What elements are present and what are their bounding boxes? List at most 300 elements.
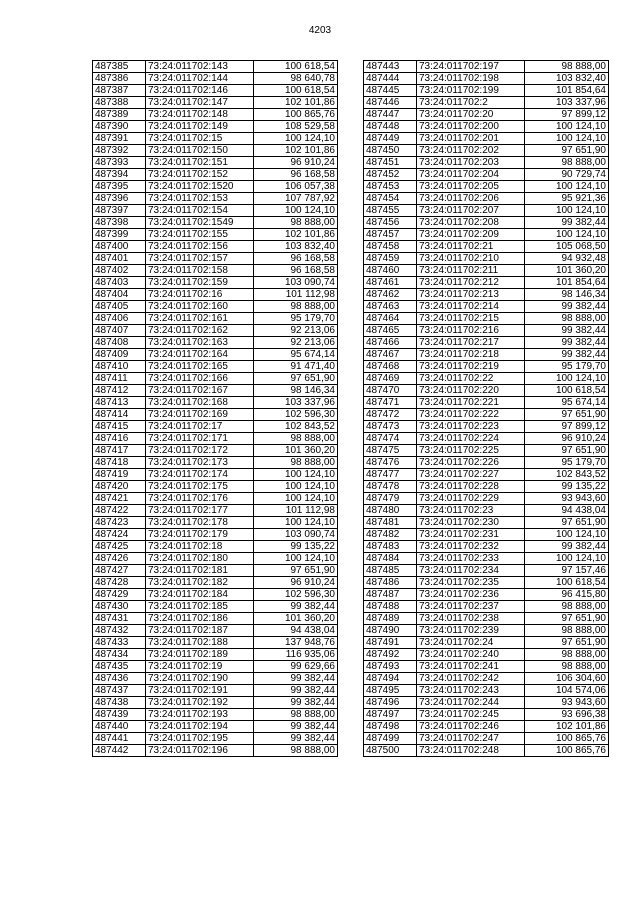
row-number-cell: 487393 <box>93 157 146 169</box>
value-cell: 95 674,14 <box>254 349 338 361</box>
cadastral-number-cell: 73:24:011702:154 <box>146 205 254 217</box>
value-cell: 103 337,96 <box>254 397 338 409</box>
cadastral-number-cell: 73:24:011702:248 <box>417 745 525 757</box>
value-cell: 95 179,70 <box>525 361 609 373</box>
cadastral-number-cell: 73:24:011702:188 <box>146 637 254 649</box>
cadastral-number-cell: 73:24:011702:172 <box>146 445 254 457</box>
table-row <box>93 553 338 565</box>
row-number-cell: 487463 <box>364 301 417 313</box>
table-row <box>364 337 609 349</box>
row-number-cell: 487470 <box>364 385 417 397</box>
cadastral-number-cell: 73:24:011702:192 <box>146 697 254 709</box>
row-number-cell: 487430 <box>93 601 146 613</box>
row-number-cell: 487407 <box>93 325 146 337</box>
row-number-cell: 487388 <box>93 97 146 109</box>
table-row <box>364 241 609 253</box>
row-number-cell: 487482 <box>364 529 417 541</box>
row-number-cell: 487491 <box>364 637 417 649</box>
row-number-cell: 487484 <box>364 553 417 565</box>
table-row <box>93 721 338 733</box>
row-number-cell: 487387 <box>93 85 146 97</box>
cadastral-number-cell: 73:24:011702:235 <box>417 577 525 589</box>
row-number-cell: 487439 <box>93 709 146 721</box>
value-cell: 96 910,24 <box>254 577 338 589</box>
table-row <box>364 493 609 505</box>
left-table-body <box>93 61 338 757</box>
value-cell: 99 382,44 <box>254 697 338 709</box>
value-cell: 100 124,10 <box>254 553 338 565</box>
value-cell: 97 651,90 <box>525 445 609 457</box>
row-number-cell: 487403 <box>93 277 146 289</box>
row-number-cell: 487398 <box>93 217 146 229</box>
table-row <box>364 421 609 433</box>
cadastral-number-cell: 73:24:011702:241 <box>417 661 525 673</box>
cadastral-number-cell: 73:24:011702:208 <box>417 217 525 229</box>
row-number-cell: 487438 <box>93 697 146 709</box>
table-row <box>364 481 609 493</box>
row-number-cell: 487386 <box>93 73 146 85</box>
value-cell: 98 888,00 <box>254 745 338 757</box>
cadastral-number-cell: 73:24:011702:151 <box>146 157 254 169</box>
row-number-cell: 487399 <box>93 229 146 241</box>
row-number-cell: 487493 <box>364 661 417 673</box>
cadastral-number-cell: 73:24:011702:189 <box>146 649 254 661</box>
table-row <box>93 709 338 721</box>
table-row <box>364 745 609 757</box>
table-row <box>364 133 609 145</box>
value-cell: 99 382,44 <box>525 349 609 361</box>
table-row <box>364 205 609 217</box>
value-cell: 98 888,00 <box>525 661 609 673</box>
cadastral-number-cell: 73:24:011702:203 <box>417 157 525 169</box>
cadastral-number-cell: 73:24:011702:1520 <box>146 181 254 193</box>
value-cell: 97 651,90 <box>525 613 609 625</box>
row-number-cell: 487497 <box>364 709 417 721</box>
cadastral-number-cell: 73:24:011702:148 <box>146 109 254 121</box>
cadastral-number-cell: 73:24:011702:231 <box>417 529 525 541</box>
value-cell: 101 360,20 <box>525 265 609 277</box>
table-row <box>93 373 338 385</box>
row-number-cell: 487499 <box>364 733 417 745</box>
table-row <box>364 301 609 313</box>
value-cell: 100 124,10 <box>525 229 609 241</box>
row-number-cell: 487496 <box>364 697 417 709</box>
value-cell: 95 179,70 <box>254 313 338 325</box>
value-cell: 100 124,10 <box>525 181 609 193</box>
cadastral-number-cell: 73:24:011702:247 <box>417 733 525 745</box>
row-number-cell: 487467 <box>364 349 417 361</box>
table-row <box>364 229 609 241</box>
value-cell: 97 651,90 <box>525 145 609 157</box>
table-row <box>93 409 338 421</box>
table-row <box>93 397 338 409</box>
table-row <box>364 85 609 97</box>
table-row <box>364 325 609 337</box>
cadastral-number-cell: 73:24:011702:174 <box>146 469 254 481</box>
value-cell: 98 888,00 <box>525 649 609 661</box>
value-cell: 102 101,86 <box>525 721 609 733</box>
table-row <box>93 349 338 361</box>
row-number-cell: 487397 <box>93 205 146 217</box>
cadastral-number-cell: 73:24:011702:210 <box>417 253 525 265</box>
row-number-cell: 487450 <box>364 145 417 157</box>
value-cell: 101 112,98 <box>254 505 338 517</box>
table-row <box>93 601 338 613</box>
value-cell: 105 068,50 <box>525 241 609 253</box>
cadastral-number-cell: 73:24:011702:215 <box>417 313 525 325</box>
value-cell: 101 854,64 <box>525 85 609 97</box>
table-row <box>93 253 338 265</box>
table-row <box>93 217 338 229</box>
table-row <box>364 637 609 649</box>
table-row <box>364 685 609 697</box>
cadastral-number-cell: 73:24:011702:182 <box>146 577 254 589</box>
row-number-cell: 487410 <box>93 361 146 373</box>
value-cell: 98 888,00 <box>525 157 609 169</box>
row-number-cell: 487464 <box>364 313 417 325</box>
value-cell: 100 124,10 <box>254 469 338 481</box>
table-row <box>364 373 609 385</box>
value-cell: 100 124,10 <box>525 121 609 133</box>
table-row <box>93 589 338 601</box>
cadastral-number-cell: 73:24:011702:200 <box>417 121 525 133</box>
cadastral-number-cell: 73:24:011702:181 <box>146 565 254 577</box>
table-row <box>93 457 338 469</box>
cadastral-number-cell: 73:24:011702:204 <box>417 169 525 181</box>
cadastral-number-cell: 73:24:011702:24 <box>417 637 525 649</box>
table-row <box>93 313 338 325</box>
value-cell: 100 124,10 <box>525 553 609 565</box>
value-cell: 99 135,22 <box>254 541 338 553</box>
table-row <box>93 565 338 577</box>
cadastral-number-cell: 73:24:011702:213 <box>417 289 525 301</box>
value-cell: 95 674,14 <box>525 397 609 409</box>
cadastral-number-cell: 73:24:011702:160 <box>146 301 254 313</box>
cadastral-number-cell: 73:24:011702:2 <box>417 97 525 109</box>
cadastral-number-cell: 73:24:011702:16 <box>146 289 254 301</box>
value-cell: 90 729,74 <box>525 169 609 181</box>
row-number-cell: 487494 <box>364 673 417 685</box>
row-number-cell: 487432 <box>93 625 146 637</box>
value-cell: 101 854,64 <box>525 277 609 289</box>
value-cell: 98 888,00 <box>525 61 609 73</box>
cadastral-number-cell: 73:24:011702:163 <box>146 337 254 349</box>
row-number-cell: 487405 <box>93 301 146 313</box>
table-row <box>93 337 338 349</box>
value-cell: 103 337,96 <box>525 97 609 109</box>
value-cell: 100 618,54 <box>525 385 609 397</box>
cadastral-number-cell: 73:24:011702:157 <box>146 253 254 265</box>
table-row <box>93 109 338 121</box>
cadastral-number-cell: 73:24:011702:159 <box>146 277 254 289</box>
table-row <box>93 277 338 289</box>
cadastral-number-cell: 73:24:011702:167 <box>146 385 254 397</box>
value-cell: 98 640,78 <box>254 73 338 85</box>
cadastral-number-cell: 73:24:011702:238 <box>417 613 525 625</box>
row-number-cell: 487421 <box>93 493 146 505</box>
row-number-cell: 487396 <box>93 193 146 205</box>
cadastral-number-cell: 73:24:011702:216 <box>417 325 525 337</box>
row-number-cell: 487411 <box>93 373 146 385</box>
table-row <box>93 133 338 145</box>
table-row <box>364 613 609 625</box>
cadastral-number-cell: 73:24:011702:246 <box>417 721 525 733</box>
table-row <box>364 361 609 373</box>
table-row <box>93 121 338 133</box>
value-cell: 99 382,44 <box>254 673 338 685</box>
cadastral-number-cell: 73:24:011702:15 <box>146 133 254 145</box>
row-number-cell: 487394 <box>93 169 146 181</box>
table-row <box>93 493 338 505</box>
value-cell: 99 382,44 <box>525 337 609 349</box>
table-row <box>364 73 609 85</box>
table-row <box>93 157 338 169</box>
row-number-cell: 487488 <box>364 601 417 613</box>
value-cell: 94 932,48 <box>525 253 609 265</box>
cadastral-number-cell: 73:24:011702:234 <box>417 565 525 577</box>
table-row <box>364 349 609 361</box>
table-row <box>364 253 609 265</box>
cadastral-number-cell: 73:24:011702:226 <box>417 457 525 469</box>
cadastral-number-cell: 73:24:011702:199 <box>417 85 525 97</box>
table-row <box>364 697 609 709</box>
table-row <box>93 529 338 541</box>
value-cell: 100 618,54 <box>525 577 609 589</box>
row-number-cell: 487409 <box>93 349 146 361</box>
table-row <box>364 193 609 205</box>
value-cell: 99 382,44 <box>525 541 609 553</box>
row-number-cell: 487424 <box>93 529 146 541</box>
cadastral-number-cell: 73:24:011702:240 <box>417 649 525 661</box>
row-number-cell: 487465 <box>364 325 417 337</box>
value-cell: 97 651,90 <box>254 373 338 385</box>
cadastral-number-cell: 73:24:011702:207 <box>417 205 525 217</box>
cadastral-number-cell: 73:24:011702:175 <box>146 481 254 493</box>
row-number-cell: 487498 <box>364 721 417 733</box>
cadastral-number-cell: 73:24:011702:197 <box>417 61 525 73</box>
table-row <box>364 157 609 169</box>
value-cell: 102 596,30 <box>254 409 338 421</box>
value-cell: 96 415,80 <box>525 589 609 601</box>
cadastral-number-cell: 73:24:011702:206 <box>417 193 525 205</box>
row-number-cell: 487490 <box>364 625 417 637</box>
cadastral-number-cell: 73:24:011702:187 <box>146 625 254 637</box>
cadastral-number-cell: 73:24:011702:176 <box>146 493 254 505</box>
row-number-cell: 487452 <box>364 169 417 181</box>
value-cell: 116 935,06 <box>254 649 338 661</box>
value-cell: 100 124,10 <box>254 493 338 505</box>
row-number-cell: 487443 <box>364 61 417 73</box>
value-cell: 103 832,40 <box>254 241 338 253</box>
row-number-cell: 487434 <box>93 649 146 661</box>
table-row <box>93 577 338 589</box>
row-number-cell: 487466 <box>364 337 417 349</box>
table-row <box>364 469 609 481</box>
row-number-cell: 487489 <box>364 613 417 625</box>
value-cell: 98 146,34 <box>525 289 609 301</box>
cadastral-number-cell: 73:24:011702:217 <box>417 337 525 349</box>
row-number-cell: 487422 <box>93 505 146 517</box>
cadastral-number-cell: 73:24:011702:244 <box>417 697 525 709</box>
row-number-cell: 487401 <box>93 253 146 265</box>
cadastral-number-cell: 73:24:011702:224 <box>417 433 525 445</box>
cadastral-number-cell: 73:24:011702:143 <box>146 61 254 73</box>
value-cell: 97 651,90 <box>525 409 609 421</box>
value-cell: 98 888,00 <box>525 313 609 325</box>
cadastral-number-cell: 73:24:011702:202 <box>417 145 525 157</box>
table-row <box>364 217 609 229</box>
table-row <box>364 109 609 121</box>
row-number-cell: 487390 <box>93 121 146 133</box>
value-cell: 95 179,70 <box>525 457 609 469</box>
table-row <box>364 181 609 193</box>
table-row <box>93 169 338 181</box>
cadastral-number-cell: 73:24:011702:220 <box>417 385 525 397</box>
value-cell: 99 382,44 <box>254 733 338 745</box>
table-row <box>93 205 338 217</box>
row-number-cell: 487436 <box>93 673 146 685</box>
row-number-cell: 487437 <box>93 685 146 697</box>
value-cell: 104 574,06 <box>525 685 609 697</box>
value-cell: 100 865,76 <box>525 745 609 757</box>
value-cell: 102 101,86 <box>254 229 338 241</box>
row-number-cell: 487385 <box>93 61 146 73</box>
table-row <box>93 661 338 673</box>
value-cell: 93 943,60 <box>525 493 609 505</box>
table-row <box>93 649 338 661</box>
table-row <box>364 517 609 529</box>
value-cell: 94 438,04 <box>525 505 609 517</box>
table-row <box>364 277 609 289</box>
cadastral-number-cell: 73:24:011702:193 <box>146 709 254 721</box>
cadastral-number-cell: 73:24:011702:243 <box>417 685 525 697</box>
cadastral-number-cell: 73:24:011702:22 <box>417 373 525 385</box>
value-cell: 98 888,00 <box>254 433 338 445</box>
table-row <box>364 565 609 577</box>
row-number-cell: 487468 <box>364 361 417 373</box>
value-cell: 102 596,30 <box>254 589 338 601</box>
row-number-cell: 487479 <box>364 493 417 505</box>
value-cell: 100 865,76 <box>525 733 609 745</box>
value-cell: 102 843,52 <box>254 421 338 433</box>
table-row <box>364 541 609 553</box>
row-number-cell: 487474 <box>364 433 417 445</box>
value-cell: 98 888,00 <box>525 601 609 613</box>
cadastral-number-cell: 73:24:011702:166 <box>146 373 254 385</box>
table-row <box>364 661 609 673</box>
row-number-cell: 487461 <box>364 277 417 289</box>
cadastral-number-cell: 73:24:011702:180 <box>146 553 254 565</box>
cadastral-number-cell: 73:24:011702:236 <box>417 589 525 601</box>
row-number-cell: 487451 <box>364 157 417 169</box>
page-number: 4203 <box>308 25 332 36</box>
cadastral-number-cell: 73:24:011702:1549 <box>146 217 254 229</box>
cadastral-number-cell: 73:24:011702:245 <box>417 709 525 721</box>
value-cell: 96 168,58 <box>254 169 338 181</box>
cadastral-number-cell: 73:24:011702:239 <box>417 625 525 637</box>
row-number-cell: 487457 <box>364 229 417 241</box>
table-row <box>93 433 338 445</box>
cadastral-number-cell: 73:24:011702:232 <box>417 541 525 553</box>
row-number-cell: 487485 <box>364 565 417 577</box>
cadastral-number-cell: 73:24:011702:178 <box>146 517 254 529</box>
table-row <box>93 241 338 253</box>
row-number-cell: 487400 <box>93 241 146 253</box>
cadastral-number-cell: 73:24:011702:222 <box>417 409 525 421</box>
cadastral-number-cell: 73:24:011702:147 <box>146 97 254 109</box>
cadastral-number-cell: 73:24:011702:221 <box>417 397 525 409</box>
row-number-cell: 487459 <box>364 253 417 265</box>
row-number-cell: 487426 <box>93 553 146 565</box>
row-number-cell: 487453 <box>364 181 417 193</box>
value-cell: 96 910,24 <box>525 433 609 445</box>
cadastral-number-cell: 73:24:011702:228 <box>417 481 525 493</box>
table-row <box>364 709 609 721</box>
cadastral-number-cell: 73:24:011702:191 <box>146 685 254 697</box>
table-row <box>364 445 609 457</box>
table-row <box>93 289 338 301</box>
table-row <box>93 61 338 73</box>
row-number-cell: 487418 <box>93 457 146 469</box>
row-number-cell: 487454 <box>364 193 417 205</box>
left-table <box>92 60 338 757</box>
table-row <box>93 361 338 373</box>
row-number-cell: 487492 <box>364 649 417 661</box>
row-number-cell: 487402 <box>93 265 146 277</box>
table-row <box>93 445 338 457</box>
cadastral-number-cell: 73:24:011702:190 <box>146 673 254 685</box>
cadastral-number-cell: 73:24:011702:162 <box>146 325 254 337</box>
cadastral-number-cell: 73:24:011702:227 <box>417 469 525 481</box>
cadastral-number-cell: 73:24:011702:165 <box>146 361 254 373</box>
table-row <box>93 97 338 109</box>
value-cell: 98 888,00 <box>254 217 338 229</box>
row-number-cell: 487486 <box>364 577 417 589</box>
value-cell: 100 124,10 <box>525 529 609 541</box>
cadastral-number-cell: 73:24:011702:205 <box>417 181 525 193</box>
row-number-cell: 487414 <box>93 409 146 421</box>
table-row <box>93 673 338 685</box>
right-table-body <box>364 61 609 757</box>
table-row <box>93 145 338 157</box>
cadastral-number-cell: 73:24:011702:184 <box>146 589 254 601</box>
cadastral-number-cell: 73:24:011702:212 <box>417 277 525 289</box>
cadastral-number-cell: 73:24:011702:237 <box>417 601 525 613</box>
table-row <box>364 733 609 745</box>
value-cell: 101 360,20 <box>254 445 338 457</box>
cadastral-number-cell: 73:24:011702:150 <box>146 145 254 157</box>
table-row <box>364 385 609 397</box>
value-cell: 106 057,38 <box>254 181 338 193</box>
value-cell: 92 213,06 <box>254 325 338 337</box>
table-row <box>364 625 609 637</box>
row-number-cell: 487408 <box>93 337 146 349</box>
row-number-cell: 487427 <box>93 565 146 577</box>
value-cell: 108 529,58 <box>254 121 338 133</box>
cadastral-number-cell: 73:24:011702:214 <box>417 301 525 313</box>
table-row <box>364 553 609 565</box>
value-cell: 97 899,12 <box>525 421 609 433</box>
row-number-cell: 487480 <box>364 505 417 517</box>
row-number-cell: 487472 <box>364 409 417 421</box>
cadastral-number-cell: 73:24:011702:211 <box>417 265 525 277</box>
table-row <box>93 541 338 553</box>
row-number-cell: 487448 <box>364 121 417 133</box>
cadastral-number-cell: 73:24:011702:201 <box>417 133 525 145</box>
value-cell: 100 865,76 <box>254 109 338 121</box>
row-number-cell: 487406 <box>93 313 146 325</box>
table-row <box>364 433 609 445</box>
